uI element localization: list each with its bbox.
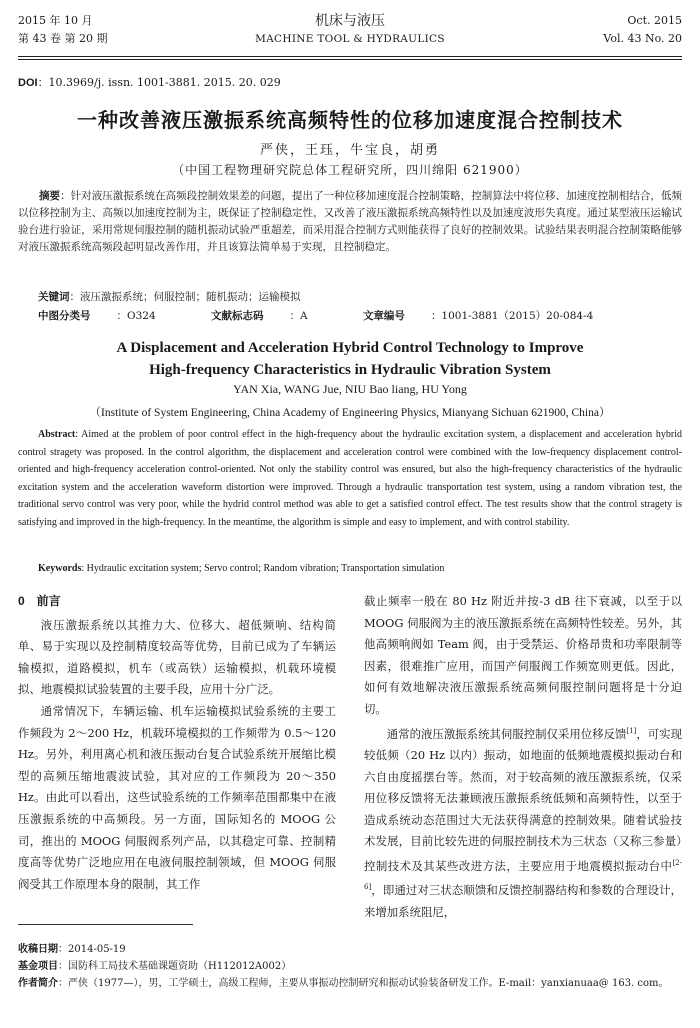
citation-ref: [1]	[626, 726, 637, 735]
clc-label: 中图分类号	[38, 310, 91, 322]
footnote	[18, 941, 682, 992]
doc-code-value: ：A	[289, 310, 308, 322]
header-rule	[18, 56, 682, 57]
doc-code-label: 文献标志码	[211, 310, 264, 322]
body-paragraph	[364, 721, 682, 924]
keywords-cn-label: 关键词	[38, 291, 70, 303]
affiliation-cn: （中国工程物理研究院总体工程研究所，四川绵阳 621900）	[172, 163, 528, 177]
abstract-cn-text: ：针对液压激振系统在高频段控制效果差的问题，提出了一种位移加速度混合控制策略，控制算法中将位移、加速度控制相结合，低频以位移控制为主、高频以加速度控制为主，既保证了控制稳定性，又改善了液压激振系统高频特性以及加速度波形失真度。通过某型液压运输试验台进行验证，采用常规伺服控制的随机振动试验严重超差，而采用混合控制方式则能获得了良好的控制效果。试验结果表明混合控制策略能够对液压激振系统高频段起明显改善作用，并且该算法简单易于实现，且控制稳定。	[18, 190, 683, 253]
running-header	[18, 10, 682, 54]
fund-text: ：国防科工局技术基础课题资助（H112012A002）	[58, 961, 292, 972]
header-journal	[18, 12, 682, 48]
body-text: 通常的液压激振系统其伺服控制仅采用位移反馈	[386, 726, 627, 741]
header-volume-en: Vol. 43 No. 20	[603, 32, 682, 45]
title-en-line-1: A Displacement and Acceleration Hybrid Control Technology to Improve	[116, 340, 584, 356]
author-bio-text: ：严侠（1977—），男，工学硕士，高级工程师，主要从事振动控制研究和振动试验装备研发工作。E-mail：yanxianuaa@ 163. com。	[58, 978, 669, 989]
header-date-en: Oct. 2015	[627, 14, 682, 27]
doi-line	[18, 74, 281, 90]
fund-label: 基金项目	[18, 961, 58, 972]
title-en-line-2: High-frequency Characteristics in Hydraulic Vibration System	[149, 362, 551, 378]
body-text: ，可实现较低频（20 Hz 以内）振动，如地面的低频地震模拟振动台和六自由度摇摆台等。然而，对于较高频的液压激振系统，仅采用位移反馈将无法兼顾液压激振系统低频和高频特性，以至于造成系统动态范围过大无法获得满意的控制效果。随着试验技术发展，目前比较先进的伺服控制技术为三状态（又称三参量）控制技术及其某些改进方法，主要应用于地震模拟振动台中	[364, 726, 682, 873]
header-rule-thin	[18, 59, 682, 60]
authors-en: YAN Xia, WANG Jue, NIU Bao liang, HU Yong	[233, 382, 467, 396]
keywords-cn	[38, 289, 682, 306]
header-issue-en	[603, 12, 682, 48]
abstract-en-text: : Aimed at the problem of poor control effect in the high-frequency about the hydraulic excitation system, a displacement and acceleration hybrid control stragety was proposed. In the control algorithm, the displacement and acceleration control were combined with the low-frequency displacement control-oriented and high-frequency acceleration control-oriented. Not only the stability control was ensured, but also the high-frequency characteristics of the hydraulic excitation system and the acceleration waveform distortion were improved. Through a hydraulic transportation test system, using a random vibration test, the traditional servo control was very poor, while the hydrid control method was able to get a satisfied control effect. The test results show that the control stragety is satisfying and improved in the high-frequency. In the meantime, the algorithm is simple and easy to implement, and with control stability.	[18, 429, 682, 528]
author-bio-label: 作者简介	[18, 978, 58, 989]
classification-cn	[38, 308, 682, 325]
doi-label: DOI	[18, 77, 38, 89]
journal-name-en: MACHINE TOOL & HYDRAULICS	[255, 33, 445, 45]
article-number-label: 文章编号	[362, 310, 405, 322]
authors-cn: 严侠，王珏，牛宝良，胡勇	[259, 143, 440, 158]
affiliation-en: （Institute of System Engineering, China Academy of Engineering Physics, Mianyang Sichuan 621900, China）	[89, 407, 611, 419]
keywords-cn-text: ：液压激振系统；伺服控制；随机振动；运输模拟	[69, 291, 301, 303]
section-heading: 0 前言	[18, 594, 61, 608]
title-cn: 一种改善液压激振系统高频特性的位移加速度混合控制技术	[77, 108, 623, 132]
footnote-fund	[18, 958, 682, 975]
body-column-right	[364, 591, 682, 923]
title-en	[0, 337, 700, 381]
abstract-en-label: Abstract	[38, 429, 76, 440]
received-date: ：2014-05-19	[58, 944, 126, 955]
doi-value: ：10.3969/j. issn. 1001-3881. 2015. 20. 029	[37, 76, 281, 89]
clc-value: ：O324	[116, 310, 156, 322]
abstract-cn	[18, 188, 682, 256]
body-column-left	[18, 591, 336, 895]
journal-name-cn: 机床与液压	[315, 13, 385, 29]
received-label: 收稿日期	[18, 944, 58, 955]
abstract-cn-label: 摘要	[39, 190, 61, 202]
body-paragraph: 截止频率一般在 80 Hz 附近并按-3 dB 往下衰减，以至于以 MOOG 伺服阀为主的液压激振系统在高频特性较差。另外，其他高频响阀如 Team 阀，由于受禁运、价格昂贵和功率限制等因素，很难推广应用，而国产伺服阀工作频宽则更低。因此，如何有效地解决液压激振系统高频伺服控制问题将是十分迫切。	[364, 594, 682, 716]
article-number	[363, 310, 619, 322]
body-paragraph: 通常情况下，车辆运输、机车运输模拟试验系统的主要工作频段为 2～200 Hz，机载环境模拟的工作频带为 0.5～120 Hz。另外，利用离心机和液压振动台复合试验系统开展缩比模型的高频压缩地震波试验，其对应的工作频段为 20～350 Hz。由此可以看出，这些试验系统的工作频率范围都集中在液压激振系统的中高频段。另一方面，国际知名的 MOOG 公司，推出的 MOOG 伺服阀系列产品，以其稳定可靠、控制精度高等优势广泛地应用在电液伺服控制领域，但 MOOG 伺服阀受其工作原理本身的限制，其工作	[18, 703, 336, 891]
footnote-received	[18, 941, 682, 958]
doc-code	[211, 310, 334, 322]
citation-ref: [2-6]	[364, 858, 682, 892]
abstract-en	[18, 426, 682, 531]
keywords-en-text: : Hydraulic excitation system; Servo control; Random vibration; Transportation simulation	[81, 563, 445, 574]
keywords-en	[38, 560, 682, 577]
header-date-cn: 2015 年 10 月	[18, 14, 93, 27]
body-paragraph: 液压激振系统以其推力大、位移大、超低频响、结构简单、易于实现以及控制精度较高等优势，目前已成为了车辆运输模拟，道路模拟，机车（或高铁）运输模拟，机载环境模拟、地震模拟试验装置的主要手段，应用十分广泛。	[18, 617, 336, 697]
keywords-en-label: Keywords	[38, 563, 82, 574]
article-number-value: ：1001-3881（2015）20-084-4	[430, 310, 594, 322]
clc-number	[38, 310, 182, 322]
header-volume-cn: 第 43 卷 第 20 期	[18, 32, 108, 45]
footnote-rule	[18, 924, 193, 925]
body-text: ，即通过对三状态顺馈和反馈控制器结构和参数的合理设计，来增加系统阻尼，	[364, 883, 682, 919]
footnote-author	[18, 975, 682, 992]
